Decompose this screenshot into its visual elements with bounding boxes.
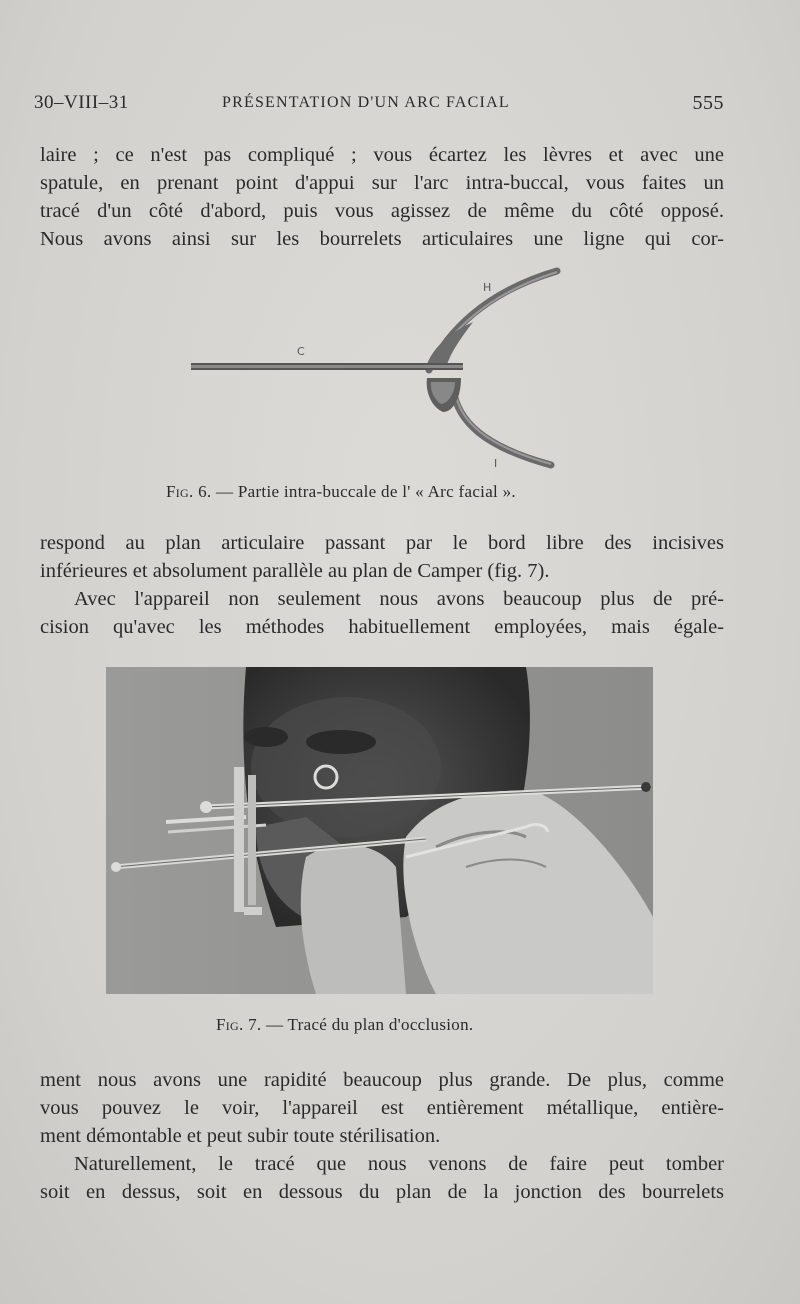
figure-7-caption-text: — Tracé du plan d'occlusion. <box>261 1015 474 1034</box>
figure-6-diagram <box>185 262 575 477</box>
text-line: respond au plan articulaire passant par le bord libre des incisives <box>40 532 724 554</box>
paragraph-2 <box>40 529 724 641</box>
figure-6-number: Fig. 6. <box>166 482 212 501</box>
text-line: inférieures et absolument parallèle au plan de Camper (fig. 7). <box>40 560 550 582</box>
figure-7-number: Fig. 7. <box>216 1015 262 1034</box>
figure-6-label-i: I <box>494 457 498 470</box>
figure-6-label-c: C <box>297 345 305 358</box>
text-line: laire ; ce n'est pas compliqué ; vous écartez les lèvres et avec une <box>40 144 724 166</box>
figure-6-caption-text: — Partie intra-buccale de l' « Arc facial ». <box>211 482 516 501</box>
text-line: vous pouvez le voir, l'appareil est entièrement métallique, entière- <box>40 1097 724 1119</box>
text-line: soit en dessus, soit en dessous du plan de la jonction des bourrelets <box>40 1181 724 1203</box>
text-line: Avec l'appareil non seulement nous avons beaucoup plus de pré- <box>74 588 724 610</box>
header-date: 30–VIII–31 <box>34 92 129 113</box>
running-header <box>34 92 724 122</box>
text-line: spatule, en prenant point d'appui sur l'arc intra-buccal, vous faites un <box>40 172 724 194</box>
text-line: tracé d'un côté d'abord, puis vous agissez de même du côté opposé. <box>40 200 724 222</box>
paragraph-3 <box>40 1066 724 1206</box>
header-title: PRÉSENTATION D'UN ARC FACIAL <box>222 94 510 111</box>
figure-6-label-h: H <box>483 281 492 294</box>
photo-illustration <box>106 667 653 994</box>
text-line: ment nous avons une rapidité beaucoup plus grande. De plus, comme <box>40 1069 724 1091</box>
figure-7-caption <box>216 1015 473 1035</box>
text-line: Nous avons ainsi sur les bourrelets articulaires une ligne qui cor- <box>40 228 724 250</box>
text-line: Naturellement, le tracé que nous venons de faire peut tomber <box>74 1153 724 1175</box>
text-line: ment démontable et peut subir toute stérilisation. <box>40 1125 441 1147</box>
paragraph-1 <box>40 141 724 253</box>
figure-6-caption <box>166 482 516 502</box>
figure-7-photograph <box>106 667 653 994</box>
text-line: cision qu'avec les méthodes habituellement employées, mais égale- <box>40 616 724 638</box>
page-number: 555 <box>692 92 724 114</box>
